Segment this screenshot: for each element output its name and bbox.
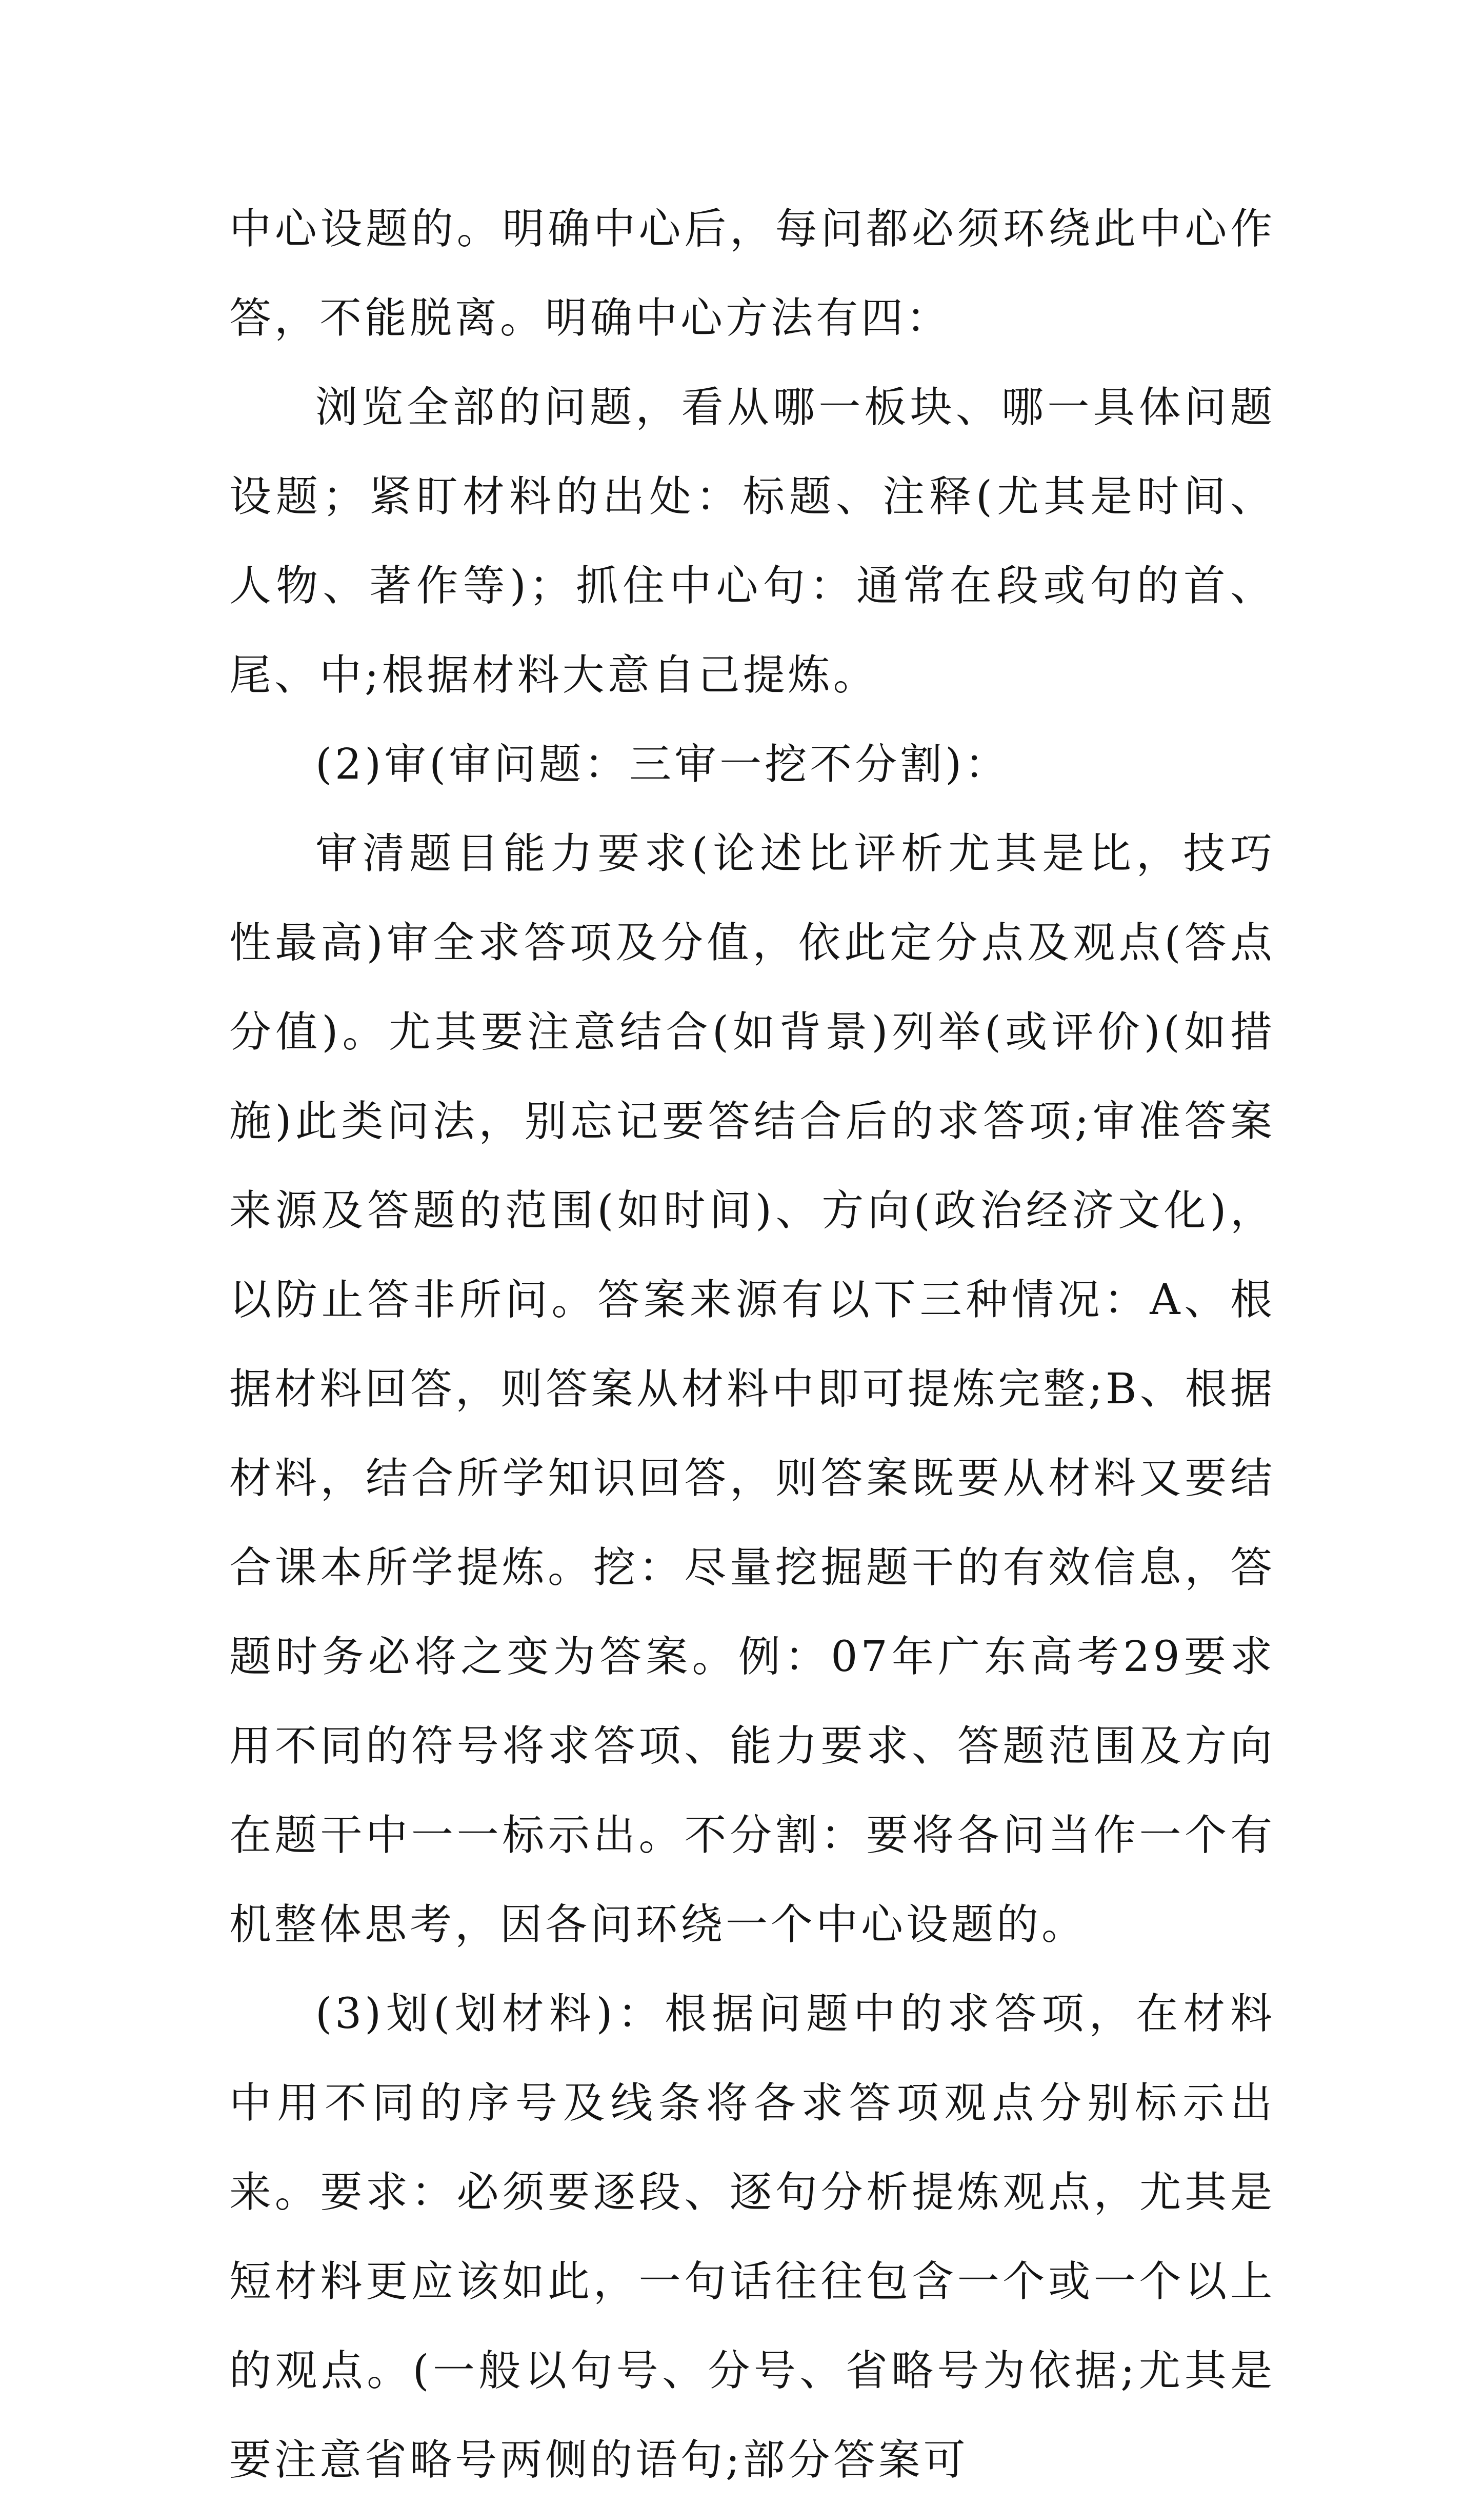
paragraph-2: 浏览全部的问题，看从哪一板块、哪一具体问题设题；紧盯材料的出处：标题、注释(尤其是时间、人物、著作等)；抓住中心句：通常在段或句的首、尾、中;根据材料大意自己提炼。 [229,383,1275,700]
paragraph-3: (2)审(审问题：三审一挖不分割)： [315,740,1010,789]
paragraph-1: 中心设题的。明确中心后，每问都必须环绕此中心作答，不能脱离。明确中心方法有四： [229,205,1275,343]
paragraph-4: 审清题目能力要求(论述比评析尤其是比，技巧性最高)审全求答项及分值，依此定分点及观点(答点分值)。尤其要注意结合(如背景)列举(或评价)(如措施)此类问法，别忘记要答结合后的求答项;审准答案来源及答题的范围(如时间)、方向(政治经济文化)，以防止答非所问。答案来源有以下三种情况：A、根据材料回答，则答案从材料中即可提炼完整;B、根据材料，结合所学知识回答，则答案既要从材料又要结合课本所学提炼。挖：尽量挖掘题干的有效信息，答题时务必将之变为答案。例：07年广东高考29要求用不同的符号将求答项、能力要求、答题范围及方向在题干中一一标示出。不分割：要将各问当作一个有机整体思考，因各问环绕一个中心设题的。 [229,829,1275,1949]
paragraph-5: (3)划(划材料)：根据问题中的求答项，在材料中用不同的序号及线条将各求答项观点分别标示出来。要求：必须要逐段、逐句分析提炼观点，尤其是短材料更应该如此，一句话往往包含一个或一个以上的观点。(一般以句号、分号、省略号为依据;尤其是要注意省略号两侧的语句;部分答案可 [229,1990,1275,2484]
body-text [229,185,1275,2505]
